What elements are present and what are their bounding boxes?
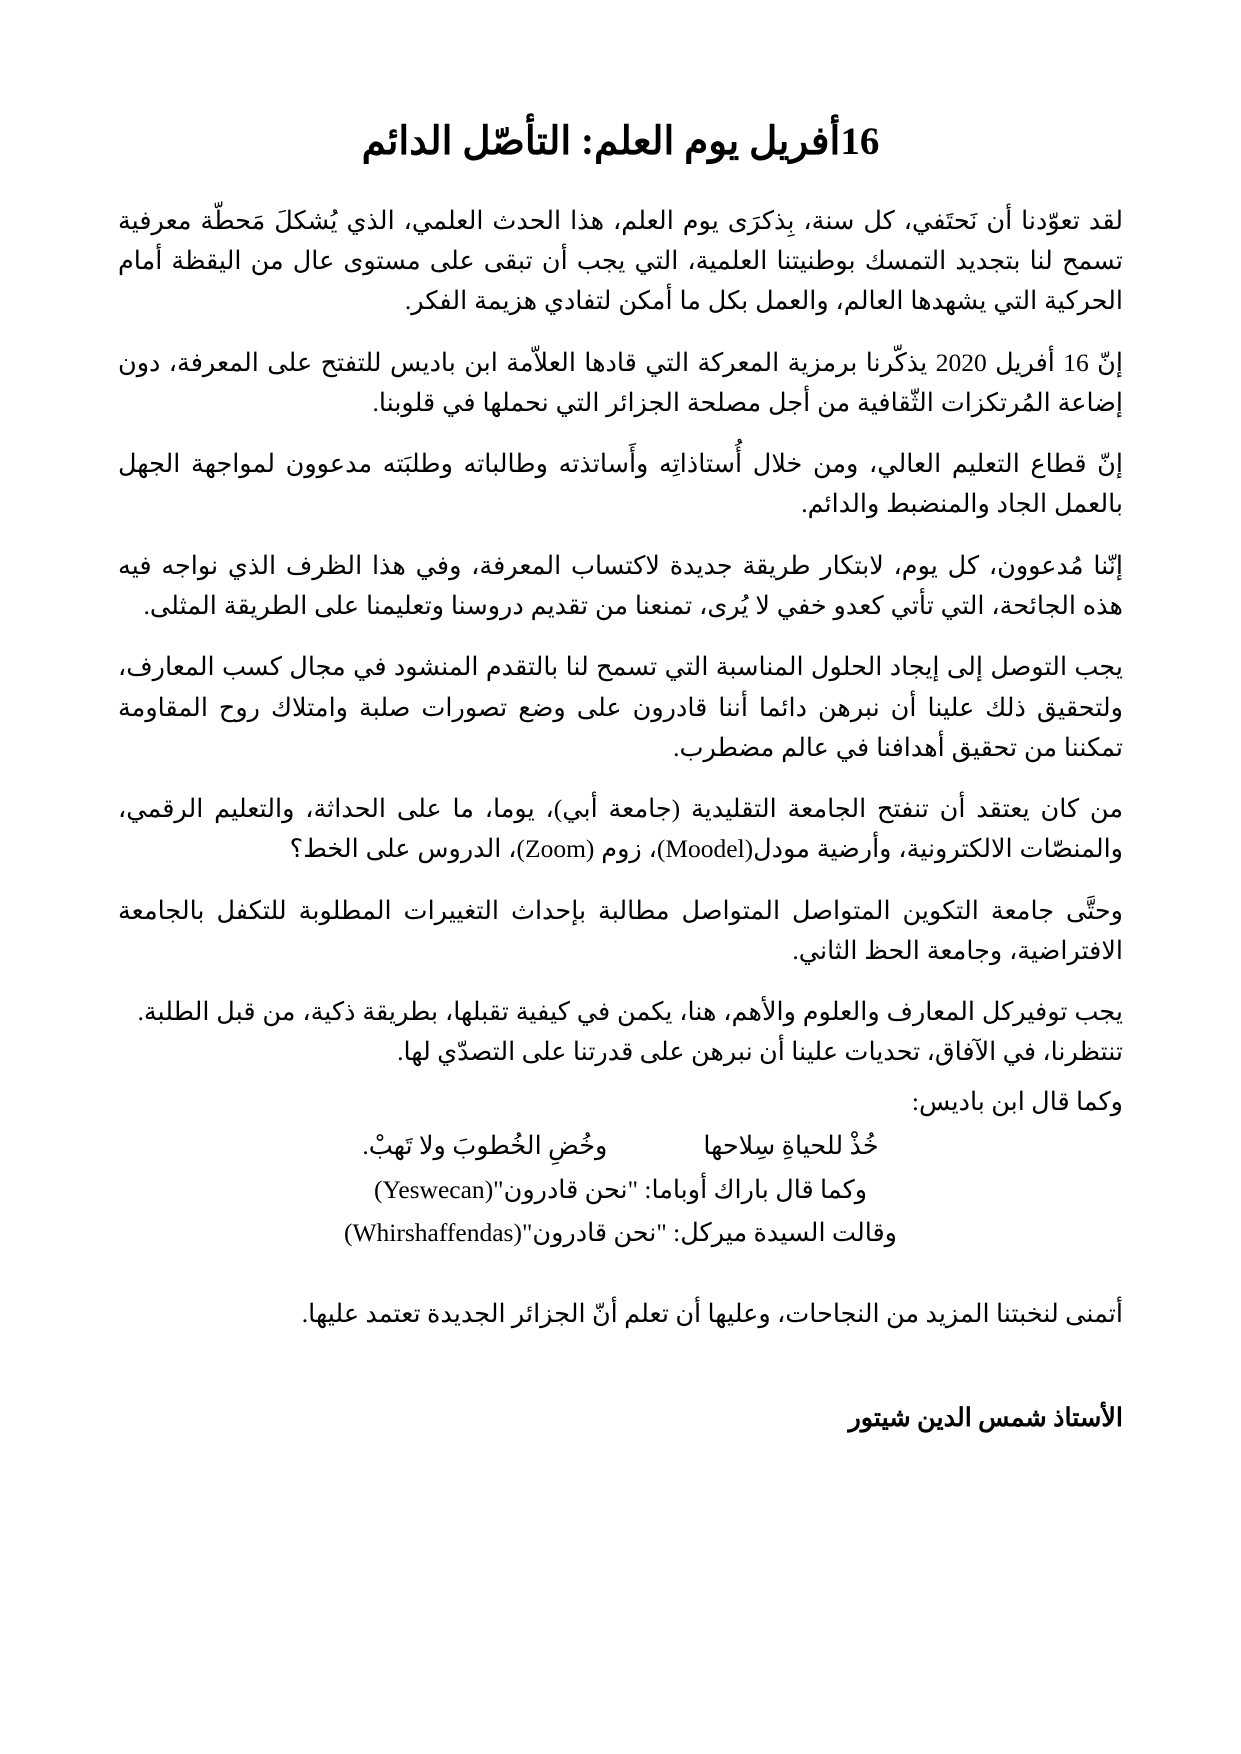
paragraph-8-knowledge-provision: يجب توفيركل المعارف والعلوم والأهم، هنا، يكمن في كيفية تقبلها، بطريقة ذكية، من قبل الطلبة. — [137, 997, 1123, 1027]
paragraph-1: لقد تعوّدنا أن نَحتَفي، كل سنة، بِذكرَى يوم العلم، هذا الحدث العلمي، الذي يُشكلَ مَحطّة معرفية تسمح لنا بتجديد التمسك بوطنيتنا العلمية، التي يجب أن تبقى على مستوى عال من اليقظة أمام الحركية التي يشهدها العالم، والعمل بكل ما أمكن لتفادي هزيمة الفكر. — [118, 205, 1123, 316]
verse-hemistich-right: خُذْ للحياةِ سِلاحها — [703, 1131, 879, 1161]
poetry-verse — [118, 1127, 1123, 1165]
verse-hemistich-left: وخُضِ الخُطوبَ ولا تَهبْ. — [362, 1131, 608, 1161]
paragraph-7-continuing-education: وحتَّى جامعة التكوين المتواصل المتواصل مطالبة بإحداث التغييرات المطلوبة للتكفل بالجامعة الافتراضية، وجامعة الحظ الثاني. — [118, 895, 1123, 965]
paragraph-5: يجب التوصل إلى إيجاد الحلول المناسبة التي تسمح لنا بالتقدم المنشود في مجال كسب المعارف، ولتحقيق ذلك علينا أن نبرهن دائما أننا قادرون على وضع تصورات صلبة وامتلاك روح المقاومة تمكننا من تحقيق أهدافنا في عالم مضطرب. — [118, 652, 1123, 762]
paragraph-4: إنّنا مُدعوون، كل يوم، لابتكار طريقة جديدة لاكتساب المعرفة، وفي هذا الظرف الذي نواجه فيه هذه الجائحة، التي تأتي كعدو خفي لا يُرى، تمنعنا من تقديم دروسنا وتعليمنا على الطريقة المثلى. — [118, 550, 1123, 620]
paragraph-2: إنّ 16 أفريل 2020 يذكّرنا برمزية المعركة التي قادها العلاّمة ابن باديس للتفتح على المعرفة، دون إضاعة المُرتكزات الثّقافية من أجل مصلحة الجزائر التي نحملها في قلوبنا. — [118, 347, 1123, 417]
quote-merkel: وقالت السيدة ميركل: "نحن قادرون"(Whirshaffendas) — [343, 1217, 897, 1247]
author-signature: الأستاذ شمس الدين شيتور — [848, 1403, 1123, 1433]
paragraph-3: إنّ قطاع التعليم العالي، ومن خلال أُستاذاتِه وأَساتذته وطالباته وطلبَته مدعوون لمواجهة الجهل بالعمل الجاد والمنضبط والدائم. — [118, 449, 1123, 519]
paragraph-6-digital-platforms: من كان يعتقد أن تنفتح الجامعة التقليدية (جامعة أبي)، يوما، ما على الحداثة، والتعليم الرقمي، والمنصّات الالكترونية، وأرضية مودل(Moodel)، زوم (Zoom)، الدروس على الخط؟ — [118, 794, 1123, 864]
page-title: 16أفريل يوم العلم: التأصّل الدائم — [361, 120, 880, 163]
quote-intro-ibn-badis: وكما قال ابن باديس: — [911, 1086, 1123, 1116]
quote-obama: وكما قال باراك أوباما: "نحن قادرون"(Yeswecan) — [373, 1175, 868, 1205]
spacer — [118, 1256, 1123, 1270]
closing-statement: أتمنى لنخبتنا المزيد من النجاحات، وعليها أن تعلم أنّ الجزائر الجديدة تعتمد عليها. — [301, 1298, 1123, 1328]
expectation-line: تنتظرنا، في الآفاق، تحديات علينا أن نبرهن على قدرتنا على التصدّي لها. — [397, 1036, 1123, 1066]
